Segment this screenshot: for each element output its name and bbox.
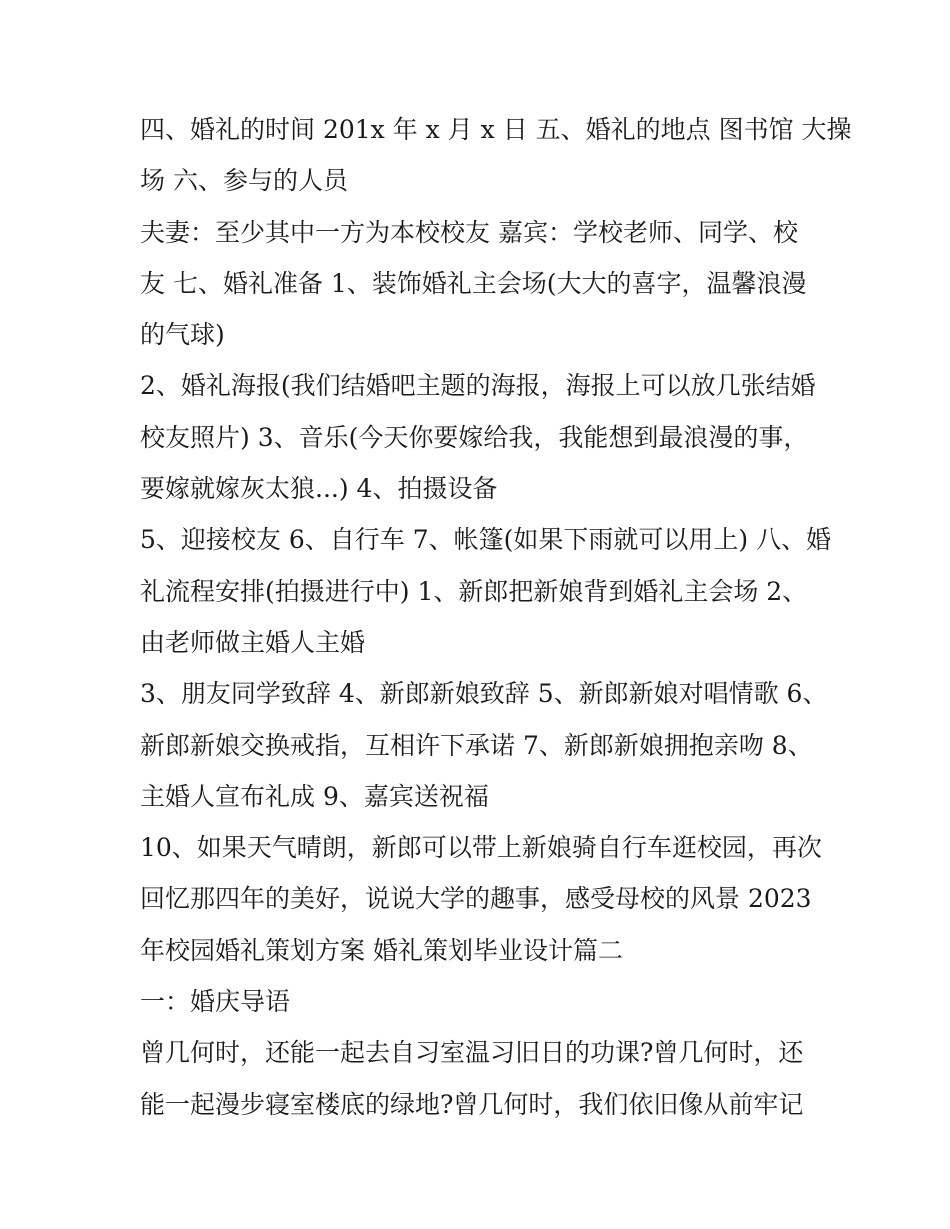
text-line: 场 六、参与的人员	[140, 166, 348, 196]
text-line: 要嫁就嫁灰太狼...) 4、拍摄设备	[140, 474, 498, 504]
text-line: 友 七、婚礼准备 1、装饰婚礼主会场(大大的喜字，温馨浪漫	[140, 268, 807, 298]
text-line: 夫妻：至少其中一方为本校校友 嘉宾：学校老师、同学、校	[140, 217, 798, 247]
text-line: 3、朋友同学致辞 4、新郎新娘致辞 5、新郎新娘对唱情歌 6、	[140, 679, 828, 709]
text-line: 5、迎接校友 6、自行车 7、帐篷(如果下雨就可以用上) 八、婚	[140, 525, 832, 555]
text-line: 新郎新娘交换戒指，互相许下承诺 7、新郎新娘拥抱亲吻 8、	[140, 730, 813, 760]
text-line: 年校园婚礼策划方案 婚礼策划毕业设计篇二	[140, 935, 623, 965]
text-line: 2、婚礼海报(我们结婚吧主题的海报，海报上可以放几张结婚	[140, 371, 816, 401]
text-line: 10、如果天气晴朗，新郎可以带上新娘骑自行车逛校园，再次	[140, 833, 822, 863]
text-line: 四、婚礼的时间 201x 年 x 月 x 日 五、婚礼的地点 图书馆 大操	[140, 115, 852, 144]
text-line: 校友照片) 3、音乐(今天你要嫁给我，我能想到最浪漫的事，	[140, 422, 809, 452]
text-line: 能一起漫步寝室楼底的绿地?曾几何时，我们依旧像从前牢记	[140, 1089, 804, 1119]
text-line: 回忆那四年的美好，说说大学的趣事，感受母校的风景 2023	[140, 884, 812, 914]
document-body	[140, 104, 852, 1130]
text-line: 一：婚庆导语	[140, 987, 291, 1017]
text-line: 主婚人宣布礼成 9、嘉宾送祝福	[140, 781, 489, 811]
text-line: 由老师做主婚人主婚	[140, 627, 366, 657]
text-line: 礼流程安排(拍摄进行中) 1、新郎把新娘背到婚礼主会场 2、	[140, 576, 808, 606]
text-line: 曾几何时，还能一起去自习室温习旧日的功课?曾几何时，还	[140, 1038, 804, 1068]
text-line: 的气球)	[140, 320, 225, 350]
